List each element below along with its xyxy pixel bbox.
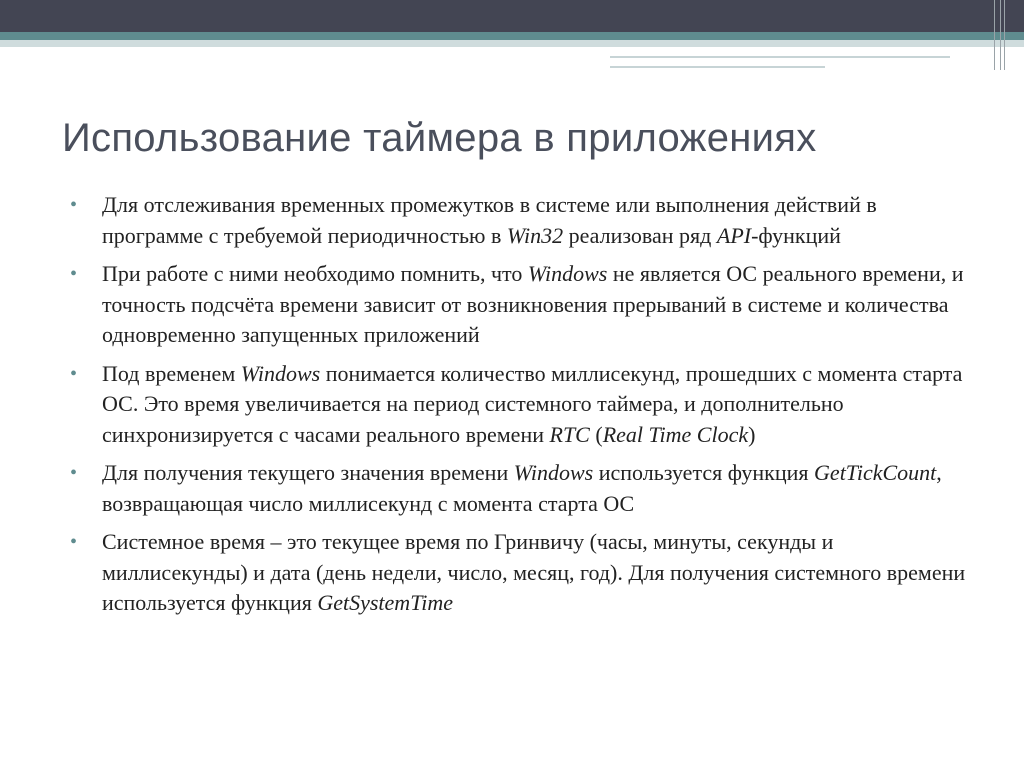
bullet-text: ) (748, 421, 756, 447)
bullet-item (70, 259, 970, 351)
bullet-text-italic: GetSystemTime (317, 590, 453, 615)
bullet-item (70, 527, 970, 619)
bullet-text: Системное время – это текущее время по Гринвичу (часы, минуты, секунды и миллисекунды) и дата (день недели, число, месяц, год). Для получения системного времени используется функция (102, 529, 966, 615)
bullet-text-italic: Windows (240, 360, 321, 386)
bullet-text-italic: GetTickCount (814, 460, 937, 485)
bullet-list (70, 190, 970, 627)
bullet-text: Для отслеживания временных промежутков в системе или выполнения действий в программе с требуемой периодичностью в (102, 192, 877, 248)
bullet-text: Под временем (102, 360, 241, 386)
bullet-text-italic: Win32 (506, 222, 564, 248)
bullet-text: ( (589, 421, 603, 447)
bullet-text-italic: RTC (549, 421, 590, 447)
bullet-text: -функций (751, 222, 841, 248)
bullet-text: При работе с ними необходимо помнить, что (102, 261, 528, 286)
bullet-item (70, 359, 970, 451)
header-bar (0, 0, 1024, 32)
slide-title: Использование таймера в приложениях (62, 116, 817, 160)
header-accent-band-light (0, 40, 1024, 47)
bullet-text: используется функция (593, 460, 815, 485)
bullet-item (70, 458, 970, 519)
header-accent-line-short (610, 66, 825, 68)
bullet-text: не является ОС реального времени, и точность подсчёта времени зависит от возникновения прерываний в системе и количества одновременно запущенных приложений (102, 261, 964, 347)
header-accent-line (610, 56, 950, 58)
bullet-text: , возвращающая число миллисекунд с момента старта ОС (102, 460, 942, 516)
bullet-text: реализован ряд (563, 222, 717, 248)
bullet-text-italic: Real Time Clock (602, 421, 749, 447)
bullet-text: понимается количество миллисекунд, прошедших с момента старта ОС. Это время увеличивается на период системного таймера, и дополнительно синхронизируется с часами реального времени (102, 360, 963, 447)
header-accent-band (0, 32, 1024, 47)
bullet-text-italic: Windows (513, 460, 594, 485)
bullet-text-italic: API (716, 222, 752, 248)
header-decoration (990, 0, 1024, 70)
bullet-item (70, 190, 970, 251)
bullet-text: Для получения текущего значения времени (102, 460, 514, 485)
bullet-text-italic: Windows (527, 261, 608, 286)
